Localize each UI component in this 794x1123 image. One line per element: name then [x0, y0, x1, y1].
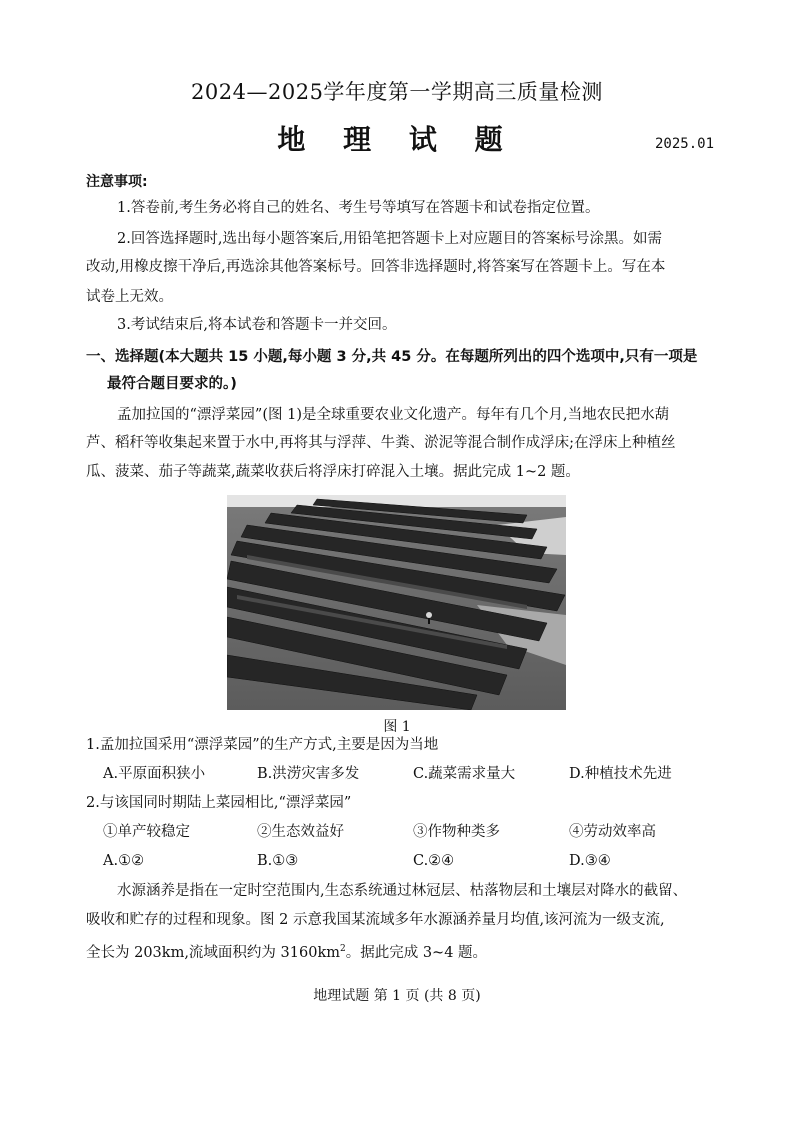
- question-2-statement-1: ①单产较稳定: [103, 824, 190, 840]
- question-2-statement-4: ④劳动效率高: [569, 824, 656, 840]
- question-1-option-b: B.洪涝灾害多发: [257, 766, 360, 782]
- question-2-option-a: A.①②: [103, 853, 145, 869]
- passage-2-line-3: [86, 935, 487, 967]
- passage-2-line-1: 水源涵养是指在一定时空范围内,生态系统通过林冠层、枯落物层和土壤层对降水的截留、: [117, 883, 688, 899]
- section-heading-line-1: 一、选择题(本大题共 15 小题,每小题 3 分,共 45 分。在每题所列出的四个选项中,只有一项是: [86, 349, 698, 365]
- figure-1-caption: 图 1: [383, 719, 411, 735]
- floating-garden-photo: [227, 495, 566, 710]
- question-2-option-d: D.③④: [569, 853, 611, 869]
- question-2-option-b: B.①③: [257, 853, 299, 869]
- passage-2-line-3-end: 。据此完成 3~4 题。: [345, 944, 488, 961]
- page-footer: 地理试题 第 1 页 (共 8 页): [313, 988, 481, 1004]
- question-2-option-c: C.②④: [413, 853, 455, 869]
- question-2-statement-2: ②生态效益好: [257, 824, 344, 840]
- passage-1-line-1: 孟加拉国的“漂浮菜园”(图 1)是全球重要农业文化遗产。每年有几个月,当地农民把水葫: [117, 407, 670, 423]
- question-2-statement-3: ③作物种类多: [413, 824, 500, 840]
- passage-2-line-2: 吸收和贮存的过程和现象。图 2 示意我国某流域多年水源涵养量月均值,该河流为一级支流,: [86, 912, 665, 928]
- exam-date: 2025.01: [655, 136, 715, 152]
- passage-1-line-3: 瓜、菠菜、茄子等蔬菜,蔬菜收获后将浮床打碎混入土壤。据此完成 1~2 题。: [86, 464, 580, 480]
- subject-title: 地 理 试 题: [277, 123, 517, 156]
- question-1-stem: 1.孟加拉国采用“漂浮菜园”的生产方式,主要是因为当地: [86, 737, 439, 753]
- question-1-option-a: A.平原面积狭小: [103, 766, 206, 782]
- notice-item-2-line-1: 2.回答选择题时,选出每小题答案后,用铅笔把答题卡上对应题目的答案标号涂黑。如需: [117, 231, 663, 247]
- question-2-stem: 2.与该国同时期陆上菜园相比,“漂浮菜园”: [86, 795, 352, 811]
- passage-2-line-3-text: 全长为 203km,流域面积约为 3160km: [86, 944, 340, 961]
- area-unit-superscript: 2: [339, 944, 346, 954]
- passage-1-line-2: 芦、稻秆等收集起来置于水中,再将其与浮萍、牛粪、淤泥等混合制作成浮床;在浮床上种植丝: [86, 435, 676, 451]
- question-1-option-c: C.蔬菜需求量大: [413, 766, 516, 782]
- notice-item-2-line-2: 改动,用橡皮擦干净后,再选涂其他答案标号。回答非选择题时,将答案写在答题卡上。写在本: [86, 259, 666, 275]
- notice-item-2-line-3: 试卷上无效。: [86, 289, 173, 305]
- notice-heading: 注意事项:: [86, 174, 148, 190]
- notice-item-1: 1.答卷前,考生务必将自己的姓名、考生号等填写在答题卡和试卷指定位置。: [117, 200, 600, 216]
- exam-title: 2024—2025学年度第一学期高三质量检测: [191, 80, 603, 104]
- section-heading-line-2: 最符合题目要求的。): [107, 376, 237, 392]
- notice-item-3: 3.考试结束后,将本试卷和答题卡一并交回。: [117, 317, 397, 333]
- question-1-option-d: D.种植技术先进: [569, 766, 672, 782]
